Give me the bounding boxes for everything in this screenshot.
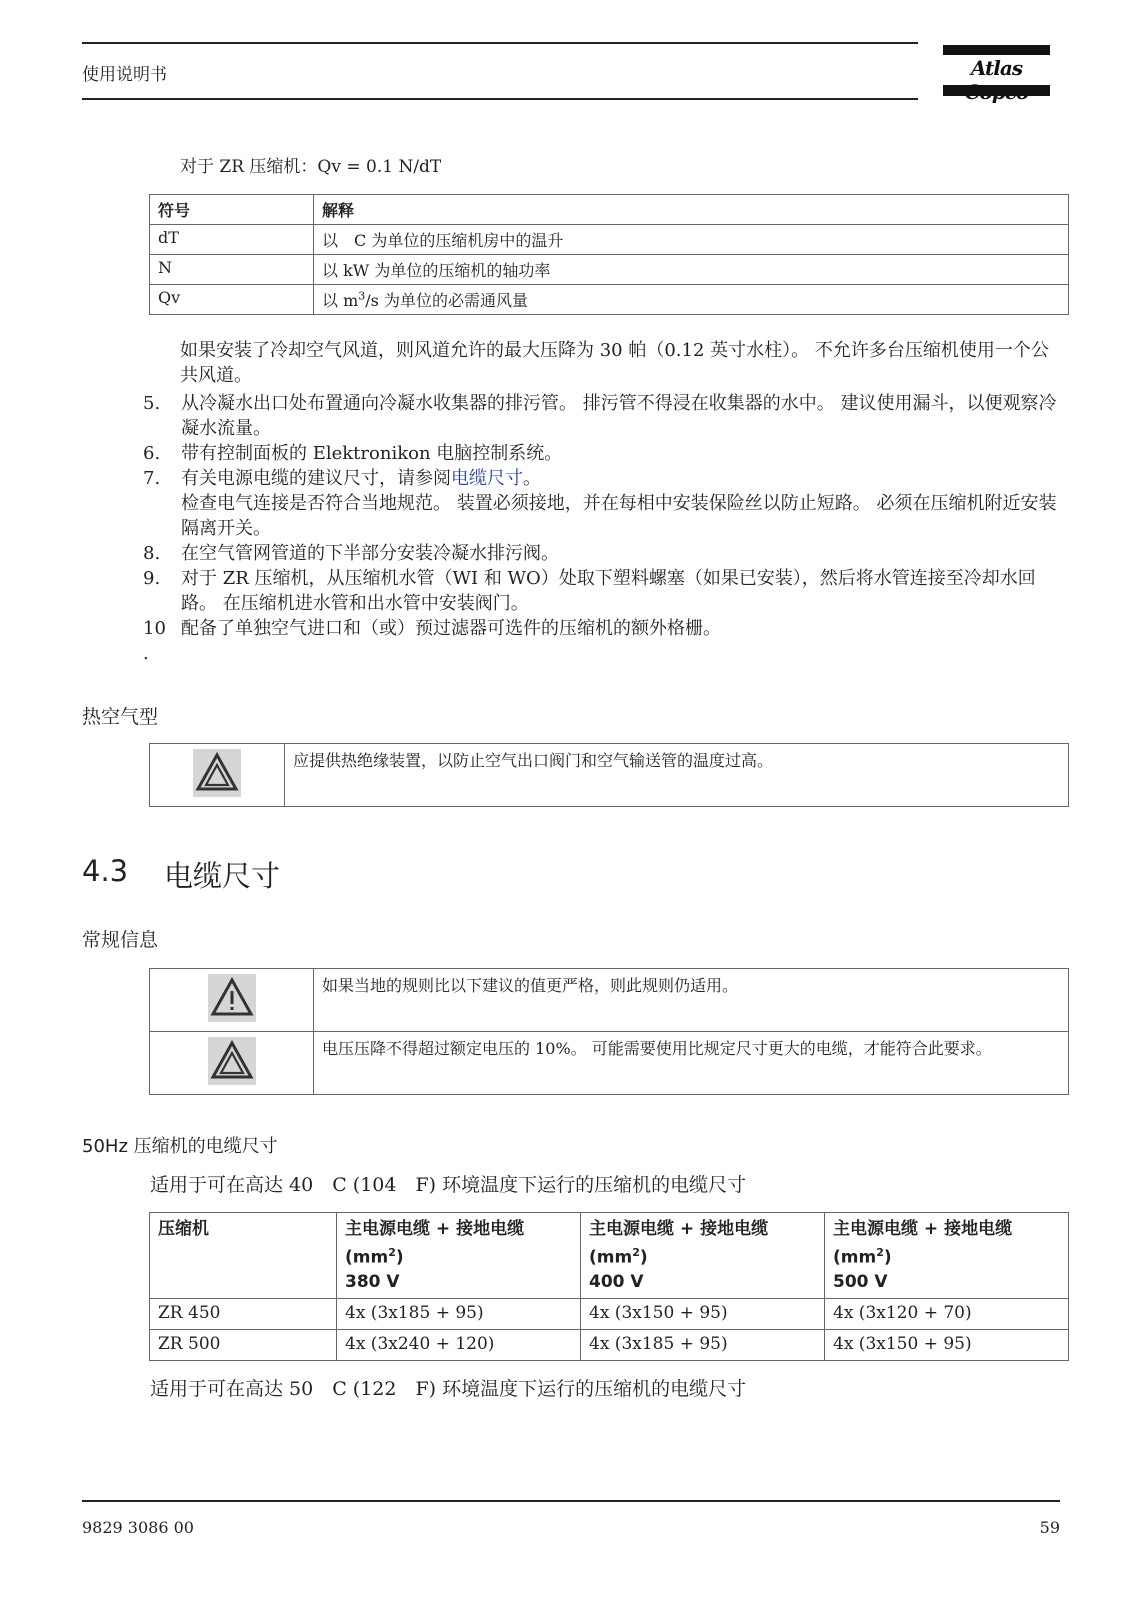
description-cell: 以 C 为单位的压缩机房中的温升 bbox=[314, 225, 1069, 255]
description-cell bbox=[314, 285, 1069, 315]
list-number-dot: . bbox=[143, 643, 149, 664]
note-text: 应提供热绝缘装置，以防止空气出口阀门和空气输送管的温度过高。 bbox=[285, 744, 1069, 807]
header-label: 主电源电缆 + 接地电缆 bbox=[833, 1219, 1013, 1239]
cable-size-link[interactable]: 电缆尺寸 bbox=[451, 468, 523, 489]
formula: 对于 ZR 压缩机：Qv = 0.1 N/dT bbox=[180, 157, 442, 177]
list-number bbox=[143, 616, 181, 666]
list-item bbox=[143, 566, 1063, 616]
note-row bbox=[150, 744, 1069, 807]
table-row bbox=[150, 1298, 1069, 1329]
table-header-row bbox=[150, 1213, 1069, 1299]
atlas-copco-logo bbox=[943, 45, 1050, 98]
desc-before: 以 m bbox=[322, 291, 359, 310]
section-number: 4.3 bbox=[82, 854, 129, 888]
list-text: 带有控制面板的 Elektronikon 电脑控制系统。 bbox=[181, 443, 563, 464]
note-row bbox=[150, 1032, 1069, 1095]
document-title: 使用说明书 bbox=[82, 65, 167, 85]
note-row bbox=[150, 969, 1069, 1032]
list-item bbox=[143, 616, 1063, 666]
table-row bbox=[150, 285, 1069, 315]
cable-caption-50c: 适用于可在高达 50 C (122 F) 环境温度下运行的压缩机的电缆尺寸 bbox=[150, 1378, 747, 1400]
list-text-before-link: 有关电源电缆的建议尺寸，请参阅 bbox=[181, 468, 451, 489]
list-item bbox=[143, 541, 1063, 566]
list-text: 从冷凝水出口处布置通向冷凝水收集器的排污管。 排污管不得浸在收集器的水中。 建议使用漏斗，以便观察冷凝水流量。 bbox=[181, 393, 1057, 439]
unit-sup: 2 bbox=[632, 1246, 640, 1259]
hot-air-heading: 热空气型 bbox=[82, 706, 159, 728]
unit-after: ) bbox=[883, 1247, 892, 1268]
cable-cell: 4x (3x185 + 95) bbox=[337, 1298, 581, 1329]
header-500v bbox=[825, 1213, 1069, 1299]
cable-cell: 4x (3x120 + 70) bbox=[825, 1298, 1069, 1329]
cable-cell: 4x (3x185 + 95) bbox=[581, 1329, 825, 1360]
cable-cell: 4x (3x150 + 95) bbox=[581, 1298, 825, 1329]
list-number: 8. bbox=[143, 543, 161, 564]
symbol-cell: dT bbox=[150, 225, 314, 255]
icon-cell bbox=[150, 1032, 314, 1095]
logo-text: Atlas bbox=[970, 56, 1023, 80]
hot-surface-triangle-icon bbox=[208, 1037, 256, 1085]
header-label: 主电源电缆 + 接地电缆 bbox=[345, 1219, 525, 1239]
description-cell: 以 kW 为单位的压缩机的轴功率 bbox=[314, 255, 1069, 285]
symbol-cell: N bbox=[150, 255, 314, 285]
header-380v bbox=[337, 1213, 581, 1299]
list-number: 7. bbox=[143, 468, 161, 489]
cable-size-table bbox=[149, 1212, 1069, 1361]
symbol-table bbox=[149, 194, 1069, 315]
list-number: 5. bbox=[143, 393, 161, 414]
cable-cell: 4x (3x240 + 120) bbox=[337, 1329, 581, 1360]
compressor-cell: ZR 450 bbox=[150, 1298, 337, 1329]
header-top-rule bbox=[82, 42, 918, 44]
unit-before: (mm bbox=[833, 1247, 877, 1268]
symbol-cell: Qv bbox=[150, 285, 314, 315]
desc-after: /s 为单位的必需通风量 bbox=[365, 291, 528, 310]
list-number: 6. bbox=[143, 443, 161, 464]
compressor-cell: ZR 500 bbox=[150, 1329, 337, 1360]
table-header-row bbox=[150, 195, 1069, 225]
list-text: 在空气管网管道的下半部分安装冷凝水排污阀。 bbox=[181, 543, 559, 564]
note-text: 如果当地的规则比以下建议的值更严格，则此规则仍适用。 bbox=[314, 969, 1069, 1032]
page-number: 59 bbox=[1039, 1518, 1060, 1537]
installation-list bbox=[143, 391, 1063, 666]
hot-air-note-table bbox=[149, 743, 1069, 807]
section-title: 电缆尺寸 bbox=[164, 859, 281, 893]
cable-caption-40c: 适用于可在高达 40 C (104 F) 环境温度下运行的压缩机的电缆尺寸 bbox=[150, 1174, 747, 1196]
list-text: 配备了单独空气进口和（或）预过滤器可选件的压缩机的额外格栅。 bbox=[181, 618, 721, 639]
list-number-main: 10 bbox=[143, 618, 166, 639]
unit-before: (mm bbox=[345, 1247, 389, 1268]
header-400v bbox=[581, 1213, 825, 1299]
header-description: 解释 bbox=[314, 195, 1069, 225]
unit-after: ) bbox=[639, 1247, 648, 1268]
unit-sup: 2 bbox=[388, 1246, 396, 1259]
header-voltage: 500 V bbox=[833, 1271, 888, 1292]
logo-bottom-bar bbox=[943, 85, 1050, 96]
superscript-3: 3 bbox=[358, 289, 366, 303]
list-item bbox=[143, 441, 1063, 466]
unit-after: ) bbox=[395, 1247, 404, 1268]
general-notes-table bbox=[149, 968, 1069, 1095]
table-row bbox=[150, 255, 1069, 285]
document-number: 9829 3086 00 bbox=[82, 1518, 194, 1537]
cable-50hz-heading: 50Hz 压缩机的电缆尺寸 bbox=[82, 1136, 278, 1157]
header-compressor: 压缩机 bbox=[150, 1213, 337, 1299]
logo-top-bar bbox=[943, 45, 1050, 55]
warning-triangle-icon bbox=[208, 974, 256, 1022]
duct-paragraph: 如果安装了冷却空气风道，则风道允许的最大压降为 30 帕（0.12 英寸水柱）。 不允许多台压缩机使用一个公共风道。 bbox=[180, 340, 1049, 386]
list-item bbox=[143, 466, 1063, 541]
list-text bbox=[181, 466, 1063, 541]
icon-cell bbox=[150, 744, 285, 807]
header-symbol: 符号 bbox=[150, 195, 314, 225]
list-text: 对于 ZR 压缩机，从压缩机水管（WI 和 WO）处取下塑料螺塞（如果已安装），然后将水管连接至冷却水回路。 在压缩机进水管和出水管中安装阀门。 bbox=[181, 568, 1036, 614]
general-info-heading: 常规信息 bbox=[82, 929, 159, 951]
list-item bbox=[143, 391, 1063, 441]
unit-sup: 2 bbox=[876, 1246, 884, 1259]
header-voltage: 400 V bbox=[589, 1271, 644, 1292]
list-number: 9. bbox=[143, 568, 161, 589]
cable-cell: 4x (3x150 + 95) bbox=[825, 1329, 1069, 1360]
header-unit bbox=[589, 1241, 816, 1270]
list-text-extra: 检查电气连接是否符合当地规范。 装置必须接地，并在每相中安装保险丝以防止短路。 必须在压缩机附近安装隔离开关。 bbox=[181, 493, 1057, 539]
table-row bbox=[150, 1329, 1069, 1360]
header-bottom-rule bbox=[82, 98, 918, 100]
list-text-after-link: 。 bbox=[523, 468, 541, 489]
footer-rule bbox=[82, 1500, 1060, 1502]
table-row bbox=[150, 225, 1069, 255]
header-label: 主电源电缆 + 接地电缆 bbox=[589, 1219, 769, 1239]
unit-before: (mm bbox=[589, 1247, 633, 1268]
header-unit bbox=[833, 1241, 1060, 1270]
header-unit bbox=[345, 1241, 572, 1270]
icon-cell bbox=[150, 969, 314, 1032]
hot-surface-triangle-icon bbox=[193, 749, 241, 797]
header-voltage: 380 V bbox=[345, 1271, 400, 1292]
note-text: 电压压降不得超过额定电压的 10%。 可能需要使用比规定尺寸更大的电缆，才能符合此要求。 bbox=[314, 1032, 1069, 1095]
